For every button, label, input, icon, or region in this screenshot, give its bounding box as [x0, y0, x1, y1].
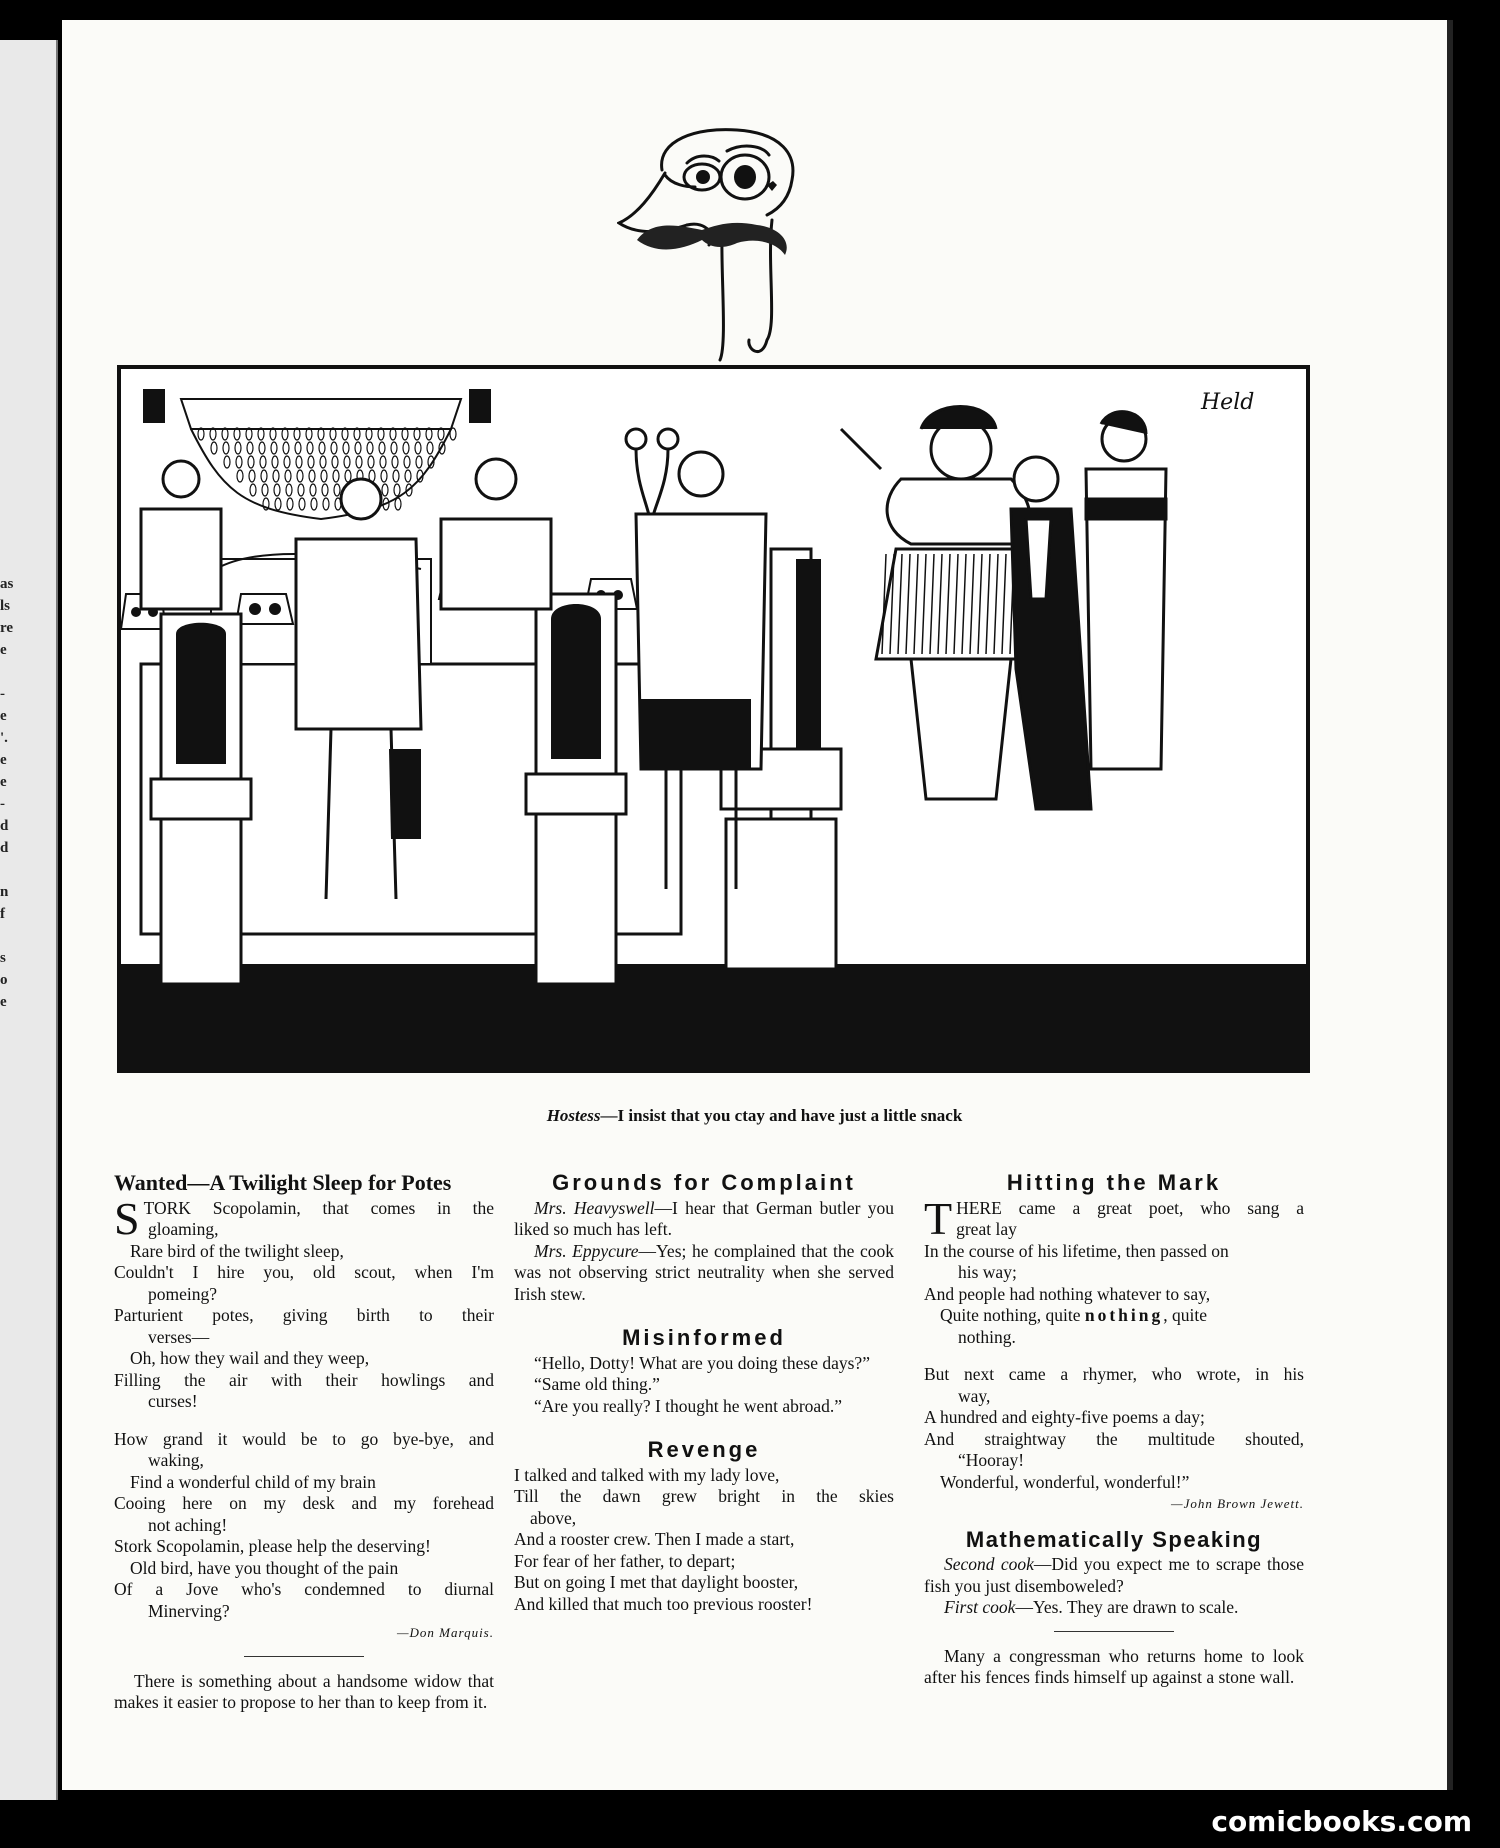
misinformed-line-1: “Hello, Dotty! What are you doing these days?”	[534, 1352, 870, 1373]
poem-line: curses!	[148, 1391, 198, 1411]
left-page-fragment: d	[0, 840, 9, 856]
artist-signature: Held	[1201, 390, 1255, 415]
section-title-hitting-the-mark: Hitting the Mark	[1006, 1170, 1222, 1195]
poem-line: Rare bird of the twilight sleep,	[130, 1240, 344, 1261]
cook-dialogue-1	[924, 1554, 1304, 1597]
poem-title-twilight-sleep: Wanted—A Twilight Sleep for Potes	[114, 1170, 452, 1195]
poem-line: And straightway the multitude shouted,	[924, 1428, 1304, 1449]
dialogue-text: —Yes; he complained that the cook was not observing strict neutrality when she served Irish stew.	[514, 1240, 894, 1304]
left-page-fragment: e	[0, 708, 7, 724]
left-page-fragment: n	[0, 884, 9, 900]
stanza-gap	[114, 1413, 494, 1429]
poem-line: Parturient potes, giving birth to their	[114, 1305, 494, 1325]
poem-line: way,	[958, 1385, 991, 1406]
poem-line-quite-nothing	[924, 1305, 1304, 1327]
chair-center	[526, 594, 626, 984]
left-page-fragment: -	[0, 686, 5, 702]
misinformed-line-2: “Same old thing.”	[534, 1374, 660, 1394]
cook-dialogue-2	[924, 1597, 1304, 1619]
misinformed-line-3: “Are you really? I thought he went abroad.”	[534, 1395, 843, 1416]
poem-line: Find a wonderful child of my brain	[130, 1471, 376, 1492]
site-watermark: comicbooks.com	[1211, 1805, 1472, 1838]
cartoon-drawing	[121, 369, 1306, 1069]
poem-line: And a rooster crew. Then I made a start,	[514, 1529, 795, 1549]
poem-line: But on going I met that daylight booster,	[514, 1572, 799, 1592]
divider-rule	[1054, 1631, 1174, 1632]
caption-line: —I insist that you ctay and have just a little snack	[600, 1106, 963, 1125]
poem-line: A hundred and eighty-five poems a day;	[924, 1407, 1205, 1427]
left-page-fragment: o	[0, 972, 8, 988]
dialogue-line-2	[514, 1241, 894, 1306]
poem-line: I talked and talked with my lady love,	[514, 1464, 780, 1485]
divider-rule	[244, 1656, 364, 1657]
dialogue-text: —Yes. They are drawn to scale.	[1015, 1597, 1239, 1617]
poem-line: Stork Scopolamin, please help the deserving!	[114, 1536, 431, 1556]
poem-line: great lay	[956, 1219, 1017, 1239]
left-page-fragment: d	[0, 818, 9, 834]
left-page-fragment: e	[0, 774, 7, 790]
cartoon-illustration	[117, 365, 1310, 1073]
poem-line: gloaming,	[148, 1219, 219, 1239]
poem-line: How grand it would be to go bye-bye, and	[114, 1428, 494, 1449]
poem-line: Old bird, have you thought of the pain	[130, 1557, 399, 1578]
left-page-fragment: e	[0, 994, 7, 1010]
left-page-fragment: e	[0, 642, 7, 658]
text-part: Quite nothing, quite	[940, 1305, 1085, 1325]
poem-line: Oh, how they wail and they weep,	[130, 1348, 370, 1368]
dialogue-text: —I hear that German butler you liked so much has left.	[514, 1197, 894, 1239]
quip-congressman: Many a congressman who returns home to look after his fences finds himself up against a stone wall.	[924, 1645, 1304, 1687]
left-page-fragment: f	[0, 906, 5, 922]
emphasis-text: nothing	[1084, 1305, 1164, 1325]
poem-line: nothing.	[958, 1326, 1016, 1347]
left-page-edge	[0, 0, 62, 1848]
poem-hitting-the-mark	[924, 1192, 1304, 1306]
left-page-fragment: s	[0, 950, 6, 966]
section-title-misinformed: Misinformed	[622, 1325, 786, 1350]
stanza-gap	[924, 1348, 1304, 1364]
poem-line: pomeing?	[148, 1283, 218, 1304]
section-title-grounds-for-complaint: Grounds for Complaint	[552, 1170, 856, 1195]
masthead-face-illustration	[617, 125, 847, 365]
left-page-fragment: ls	[0, 598, 11, 614]
poem-line: In the course of his lifetime, then passed on	[924, 1240, 1229, 1261]
poem-line: For fear of her father, to depart;	[514, 1550, 736, 1571]
author-signature: —John Brown Jewett.	[1171, 1496, 1304, 1511]
poem-line: above,	[530, 1507, 577, 1528]
left-page-fragment: re	[0, 620, 14, 636]
poem-line: Wonderful, wonderful, wonderful!”	[940, 1471, 1190, 1492]
dialogue-text: —Did you expect me to scrape those fish you just disemboweled?	[924, 1554, 1304, 1596]
poem-revenge	[514, 1465, 894, 1616]
poem-line: TORK Scopolamin, that comes in the	[143, 1197, 494, 1218]
poem-line: “Hooray!	[958, 1450, 1025, 1470]
poem-twilight-sleep	[114, 1192, 494, 1623]
poem-line: And people had nothing whatever to say,	[924, 1283, 1211, 1304]
column-3	[924, 1172, 1304, 1689]
speaker-name: Second cook	[944, 1554, 1034, 1574]
poem-line: Couldn't I hire you, old scout, when I'm	[114, 1262, 494, 1282]
column-1	[114, 1172, 494, 1714]
drop-cap: T	[924, 1192, 953, 1244]
poem-line: Minerving?	[148, 1600, 230, 1621]
poem-line: not aching!	[148, 1514, 228, 1535]
poem-line: his way;	[958, 1262, 1017, 1282]
column-2	[514, 1172, 894, 1615]
poem-line: But next came a rhymer, who wrote, in his	[924, 1364, 1304, 1384]
magazine-page	[62, 20, 1453, 1790]
poem-hitting-the-mark-cont	[924, 1327, 1304, 1494]
speaker-name: First cook	[944, 1597, 1016, 1617]
poem-line: And killed that much too previous rooster!	[514, 1593, 813, 1614]
cartoon-caption	[62, 1106, 1447, 1126]
poem-line: verses—	[148, 1326, 210, 1347]
speaker-name: Mrs. Heavyswell	[534, 1197, 655, 1218]
poem-line: Of a Jove who's condemned to diurnal	[114, 1579, 494, 1599]
left-page-fragment: '.	[0, 730, 8, 746]
poem-line: waking,	[148, 1450, 204, 1470]
poem-line: HERE came a great poet, who sang a	[956, 1197, 1304, 1218]
text-part: , quite	[1163, 1305, 1207, 1325]
poem-line: Till the dawn grew bright in the skies	[514, 1486, 894, 1506]
drop-cap: S	[114, 1192, 140, 1244]
quip-widow: There is something about a handsome widow that makes it easier to propose to her than to keep from it.	[114, 1670, 494, 1712]
author-signature: —Don Marquis.	[396, 1625, 494, 1640]
left-page-fragment: as	[0, 576, 14, 592]
poem-line: Filling the air with their howlings and	[114, 1369, 494, 1390]
speaker-name: Mrs. Eppycure	[534, 1240, 639, 1261]
left-page-fragment: -	[0, 796, 5, 812]
left-page-fragment: e	[0, 752, 7, 768]
section-title-revenge: Revenge	[647, 1437, 761, 1462]
poem-line: Cooing here on my desk and my forehead	[114, 1493, 494, 1513]
caption-speaker: Hostess	[546, 1106, 601, 1125]
chair-left	[151, 614, 251, 984]
dialogue-line-1	[514, 1198, 894, 1241]
section-title-mathematically-speaking: Mathematically Speaking	[965, 1526, 1263, 1552]
